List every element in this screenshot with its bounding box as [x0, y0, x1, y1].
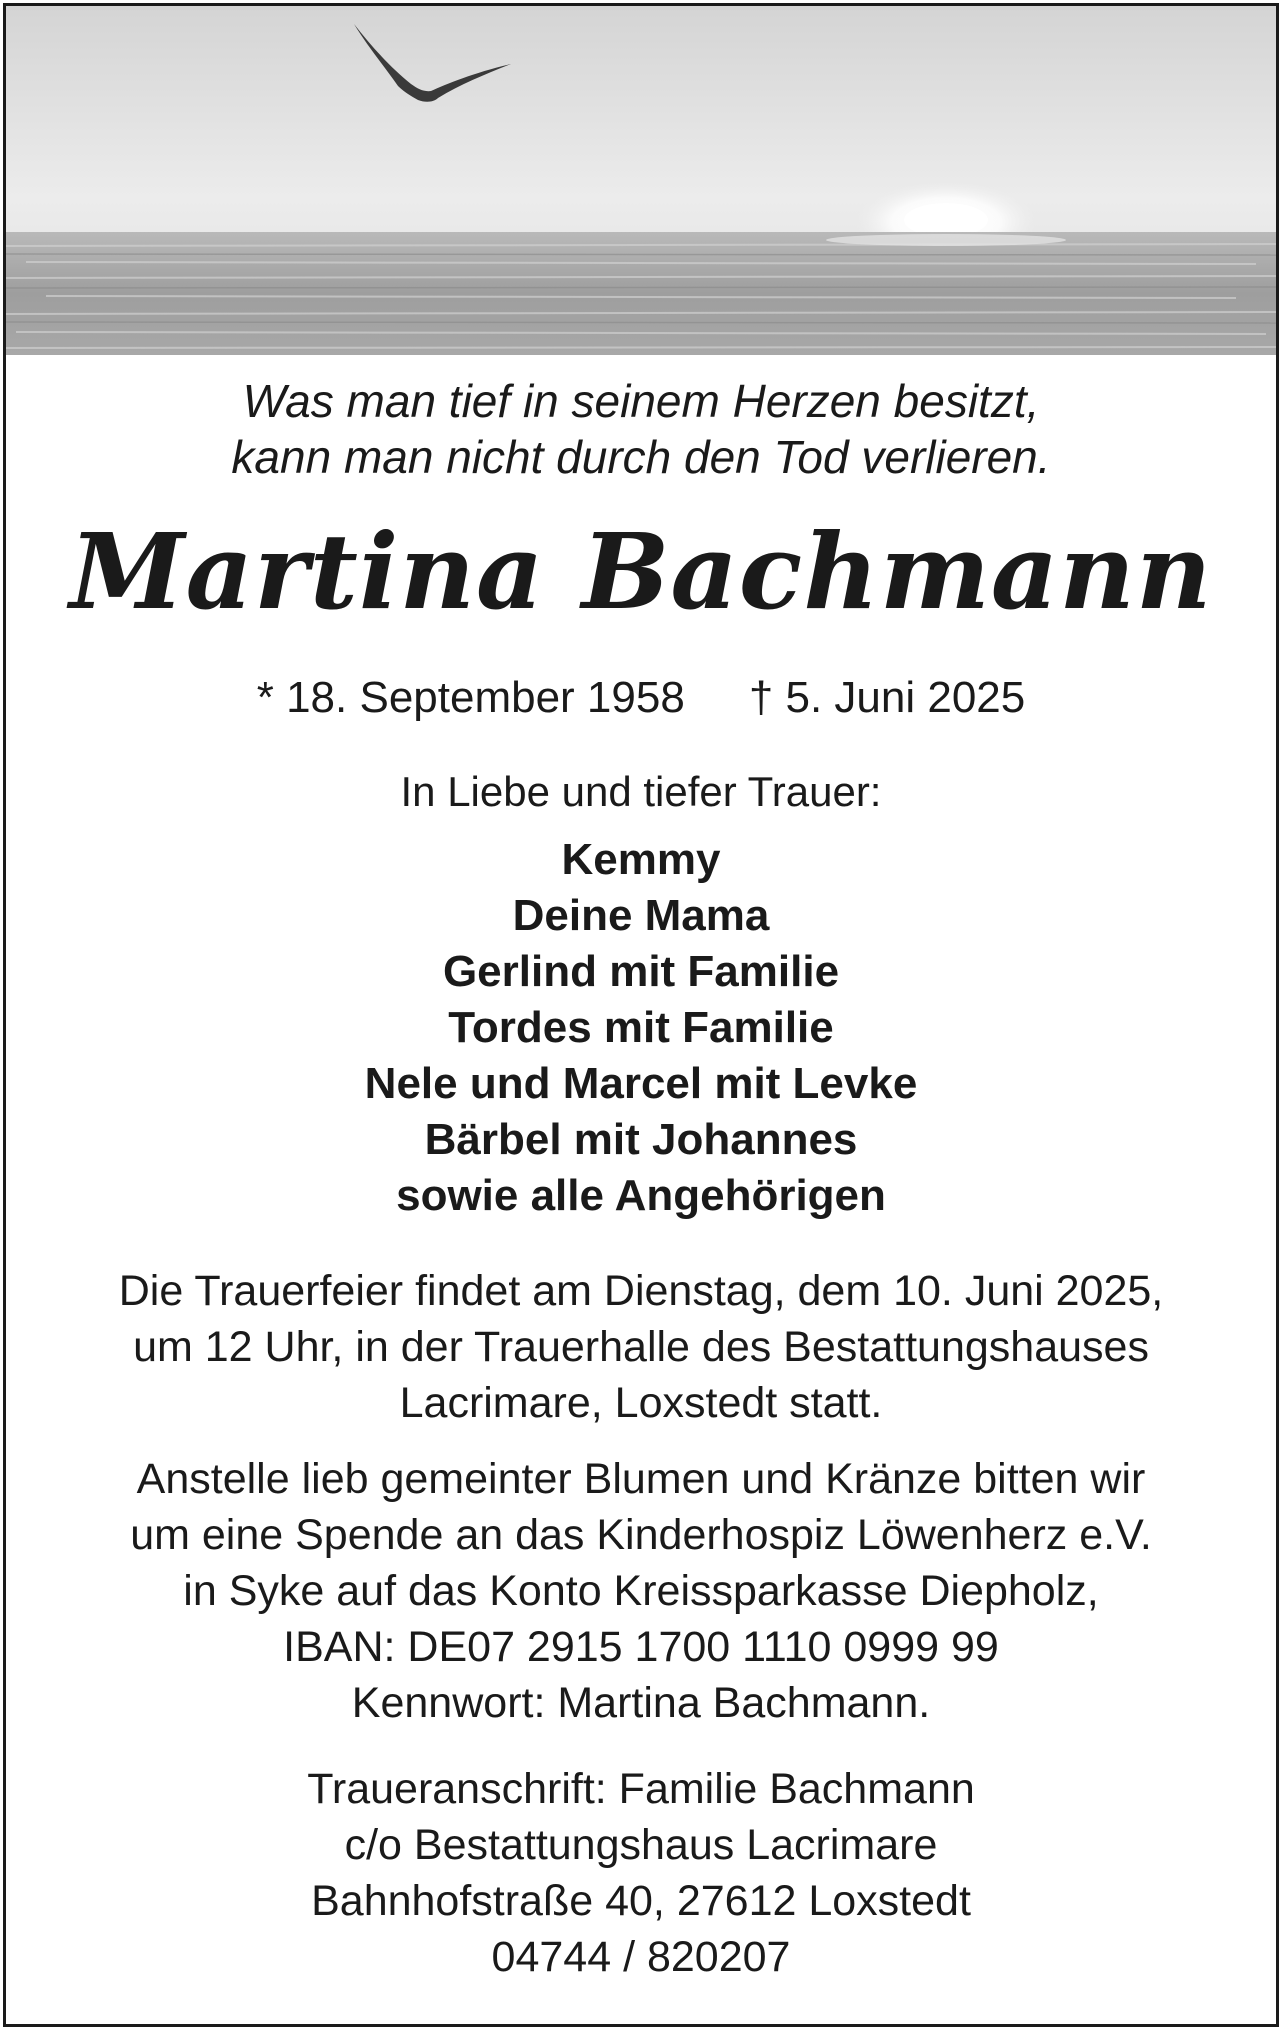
address-line: Traueranschrift: Familie Bachmann: [307, 1765, 975, 1813]
mourner-line: sowie alle Angehörigen: [396, 1171, 886, 1220]
quote-line-1: Was man tief in seinem Herzen besitzt,: [242, 375, 1040, 427]
mourner-line: Kemmy: [561, 835, 721, 884]
donation-line: Kennwort: Martina Bachmann.: [351, 1679, 931, 1727]
sea-sunset-photo: [6, 6, 1276, 355]
quote-line-2: kann man nicht durch den Tod verlieren.: [231, 431, 1051, 483]
mourner-line: Tordes mit Familie: [448, 1003, 834, 1052]
mourning-intro: In Liebe und tiefer Trauer:: [400, 768, 882, 815]
sea-surface: [6, 232, 1276, 355]
donation-line: um eine Spende an das Kinderhospiz Löwenherz e.V.: [130, 1511, 1152, 1559]
birth-date: * 18. September 1958: [256, 673, 685, 722]
ceremony-line: um 12 Uhr, in der Trauerhalle des Bestattungshauses: [133, 1323, 1149, 1371]
mourner-line: Nele und Marcel mit Levke: [364, 1059, 918, 1108]
ceremony-line: Die Trauerfeier findet am Dienstag, dem 10. Juni 2025,: [118, 1267, 1164, 1315]
donation-iban: IBAN: DE07 2915 1700 1110 0999 99: [283, 1623, 999, 1671]
death-date: † 5. Juni 2025: [748, 673, 1026, 722]
address-line: c/o Bestattungshaus Lacrimare: [344, 1821, 938, 1869]
obituary-notice: [3, 3, 1279, 2027]
ceremony-line: Lacrimare, Loxstedt statt.: [399, 1379, 883, 1427]
mourner-line: Deine Mama: [512, 891, 770, 940]
deceased-name: Martina Bachmann: [69, 510, 1213, 633]
life-dates: [6, 673, 1276, 723]
address-line: Bahnhofstraße 40, 27612 Loxstedt: [311, 1877, 971, 1925]
address-phone: 04744 / 820207: [491, 1933, 791, 1981]
donation-line: Anstelle lieb gemeinter Blumen und Kränze bitten wir: [136, 1455, 1146, 1503]
donation-line: in Syke auf das Konto Kreissparkasse Diepholz,: [183, 1567, 1099, 1615]
mourner-line: Gerlind mit Familie: [442, 947, 840, 996]
mourner-line: Bärbel mit Johannes: [424, 1115, 858, 1164]
